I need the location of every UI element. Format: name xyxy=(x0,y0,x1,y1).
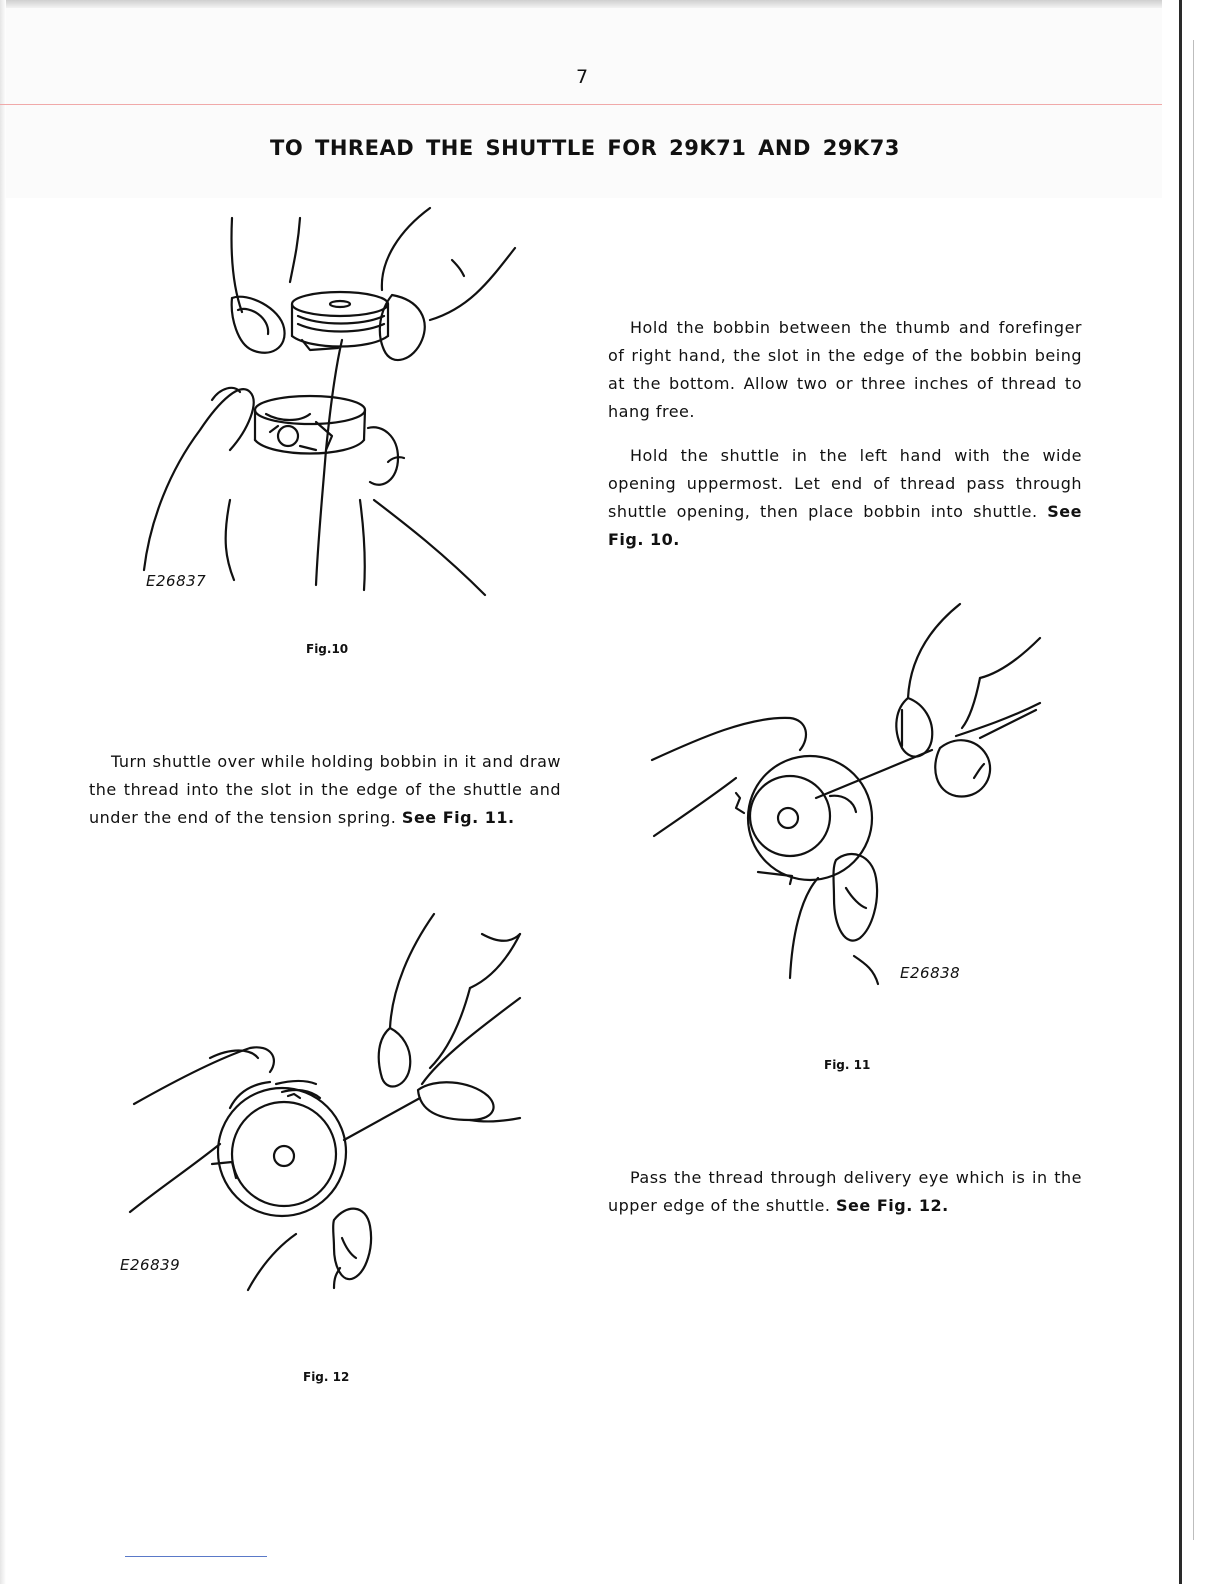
para-turn-shuttle xyxy=(89,748,561,848)
para3 xyxy=(89,748,561,832)
para2 xyxy=(608,442,1082,554)
scan-top-edge xyxy=(0,0,1162,8)
scan-right-edge xyxy=(1179,0,1182,1584)
para1-text: Hold the bobbin between the thumb and forefinger of right hand, the slot in the edge of the bobbin being at the bottom. Allow two or three inches of thread to hang free. xyxy=(608,318,1082,421)
bottom-rule xyxy=(125,1556,267,1557)
scan-left-shade xyxy=(0,0,6,1584)
fig10-code: E26837 xyxy=(146,572,207,590)
para4-text: Pass the thread through delivery eye which is in the upper edge of the shuttle. xyxy=(608,1168,1082,1215)
para3-see: See Fig. 11. xyxy=(401,808,515,827)
header-band xyxy=(0,8,1162,198)
fig11-caption: Fig. 11 xyxy=(824,1058,871,1072)
para4 xyxy=(608,1164,1082,1220)
para3-text: Turn shuttle over while holding bobbin in it and draw the thread into the slot in the edge of the shuttle and under the end of the tension spring. xyxy=(89,752,561,827)
page-number: 7 xyxy=(575,66,589,88)
fig10-illustration xyxy=(130,200,530,620)
fig12-code: E26839 xyxy=(120,1256,181,1274)
fig11-illustration xyxy=(640,598,1060,998)
fig11-code: E26838 xyxy=(900,964,961,982)
header-rule xyxy=(0,104,1162,105)
para-hold-bobbin xyxy=(608,314,1082,570)
para-delivery-eye xyxy=(608,1164,1082,1236)
fig12-illustration xyxy=(120,908,540,1328)
para2-text: Hold the shuttle in the left hand with the wide opening uppermost. Let end of thread pass through shuttle opening, then place bobbin into shuttle. xyxy=(608,446,1082,521)
scan-right-edge-faint xyxy=(1193,40,1194,1540)
para4-see: See Fig. 12. xyxy=(836,1196,949,1215)
para2-see: See Fig. 10. xyxy=(608,502,1082,549)
page-title: TO THREAD THE SHUTTLE FOR 29K71 AND 29K73 xyxy=(270,136,900,160)
fig10-caption: Fig.10 xyxy=(306,642,349,656)
fig12-caption: Fig. 12 xyxy=(303,1370,350,1384)
